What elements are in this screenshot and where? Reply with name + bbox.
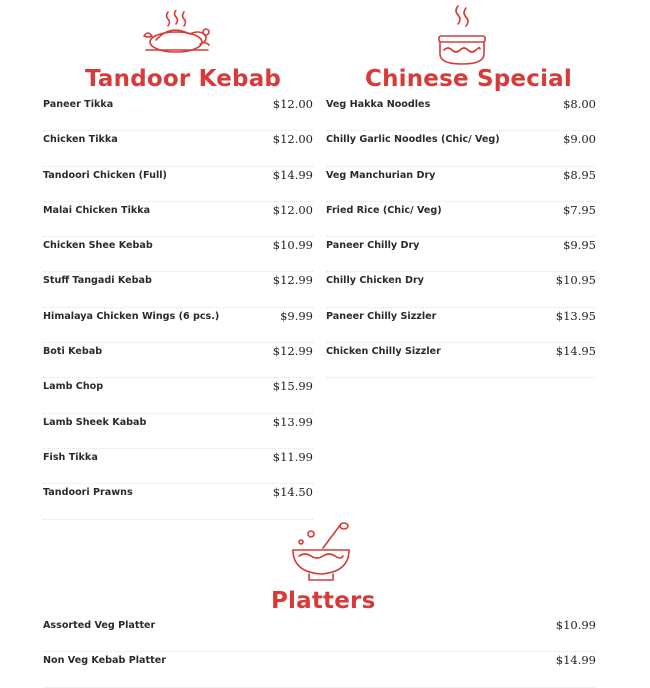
menu-item-name: Non Veg Kebab Platter xyxy=(43,655,166,667)
menu-item-name: Paneer Tikka xyxy=(43,99,114,110)
menu-item-name: Fried Rice (Chic/ Veg) xyxy=(326,204,442,216)
menu-item-name: Fish Tikka xyxy=(43,451,98,463)
menu-item xyxy=(43,96,313,131)
menu-item-name: Veg Manchurian Dry xyxy=(326,169,436,181)
menu-item xyxy=(326,343,596,378)
menu-item xyxy=(326,308,596,343)
menu-item-price: $8.95 xyxy=(563,167,596,182)
menu-item-price: $14.99 xyxy=(555,653,596,668)
menu-item xyxy=(326,202,596,237)
menu-item-price: $14.50 xyxy=(272,485,313,500)
menu-item-name: Lamb Chop xyxy=(43,381,104,393)
menu-item-price: $14.99 xyxy=(272,167,313,182)
platters-menu-list xyxy=(43,617,596,688)
menu-item-price: $15.99 xyxy=(272,379,313,394)
menu-item-price: $9.99 xyxy=(280,308,313,323)
menu-item xyxy=(326,131,596,166)
menu-item-name: Chilly Chicken Dry xyxy=(326,275,424,287)
menu-item-name: Veg Hakka Noodles xyxy=(326,99,431,110)
menu-item xyxy=(43,272,313,307)
section-title-platters: Platters xyxy=(271,588,376,614)
section-title-chinese: Chinese Special xyxy=(365,66,572,92)
menu-item xyxy=(43,378,313,413)
section-title-tandoor: Tandoor Kebab xyxy=(85,66,282,92)
menu-item xyxy=(326,96,596,131)
menu-item-name: Chicken Chilly Sizzler xyxy=(326,346,441,358)
chinese-menu-list xyxy=(326,96,596,378)
menu-item xyxy=(43,617,596,652)
menu-item xyxy=(326,237,596,272)
menu-item-price: $10.99 xyxy=(272,238,313,253)
menu-item xyxy=(43,308,313,343)
menu-item-name: Tandoori Chicken (Full) xyxy=(43,169,167,181)
menu-item-name: Paneer Chilly Sizzler xyxy=(326,310,437,322)
menu-item-name: Chilly Garlic Noodles (Chic/ Veg) xyxy=(326,134,500,146)
menu-item-price: $11.99 xyxy=(272,449,313,464)
menu-item-price: $10.95 xyxy=(555,273,596,288)
menu-item-price: $13.99 xyxy=(272,414,313,429)
menu-item-price: $8.00 xyxy=(563,97,596,111)
menu-item xyxy=(43,167,313,202)
menu-item-name: Paneer Chilly Dry xyxy=(326,240,420,252)
menu-item-price: $10.99 xyxy=(555,618,596,632)
menu-item xyxy=(326,272,596,307)
menu-item-price: $13.95 xyxy=(555,308,596,323)
menu-item xyxy=(43,652,596,687)
menu-item-name: Himalaya Chicken Wings (6 pcs.) xyxy=(43,310,220,322)
menu-item xyxy=(43,414,313,449)
menu-item xyxy=(43,202,313,237)
menu-item xyxy=(43,343,313,378)
menu-item xyxy=(43,131,313,166)
menu-item-price: $9.95 xyxy=(563,238,596,253)
menu-item-name: Malai Chicken Tikka xyxy=(43,204,151,216)
menu-item-name: Boti Kebab xyxy=(43,346,103,358)
menu-item-price: $7.95 xyxy=(563,202,596,217)
menu-item-price: $12.00 xyxy=(272,132,313,147)
menu-item-name: Lamb Sheek Kabab xyxy=(43,416,147,428)
menu-item-name: Assorted Veg Platter xyxy=(43,620,156,631)
steaming-bowl-icon xyxy=(436,4,488,68)
menu-item xyxy=(43,237,313,272)
menu-item-price: $12.00 xyxy=(272,202,313,217)
menu-item xyxy=(326,167,596,202)
menu-item-price: $12.00 xyxy=(272,97,313,111)
mixing-bowl-icon xyxy=(289,522,353,584)
tandoor-menu-list xyxy=(43,96,313,520)
menu-item-price: $12.99 xyxy=(272,273,313,288)
menu-item-name: Tandoori Prawns xyxy=(43,487,133,499)
menu-item-name: Chicken Tikka xyxy=(43,134,118,146)
menu-item xyxy=(43,449,313,484)
menu-item-price: $14.95 xyxy=(555,344,596,359)
menu-item xyxy=(43,484,313,519)
roast-chicken-icon xyxy=(140,10,216,58)
menu-item-price: $12.99 xyxy=(272,344,313,359)
menu-item-name: Stuff Tangadi Kebab xyxy=(43,275,152,287)
menu-item-price: $9.00 xyxy=(563,132,596,147)
menu-item-name: Chicken Shee Kebab xyxy=(43,240,153,252)
